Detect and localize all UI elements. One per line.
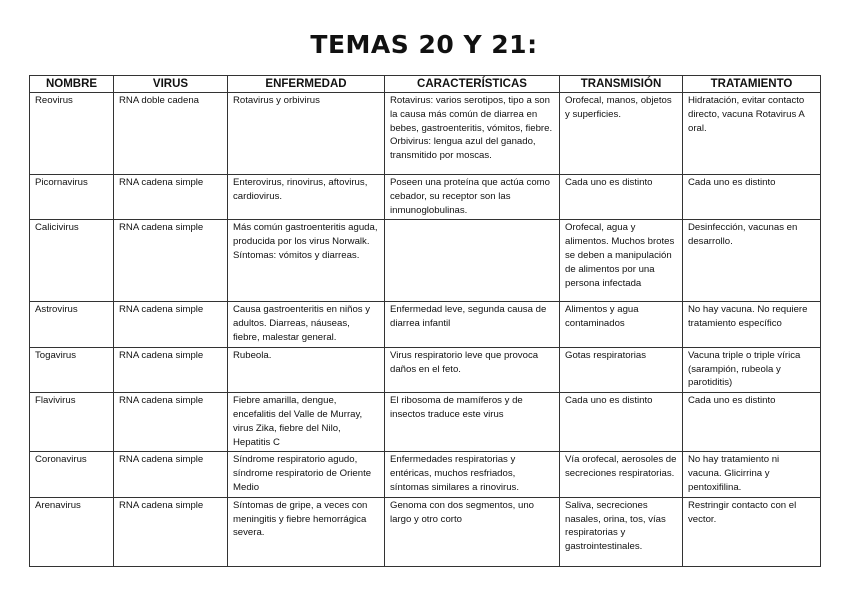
cell-transmision: Gotas respiratorias xyxy=(560,347,683,392)
cell-nombre: Picornavirus xyxy=(30,175,114,220)
cell-tratamiento: Cada uno es distinto xyxy=(683,393,821,452)
cell-tratamiento: No hay tratamiento ni vacuna. Glicirrina y pentoxifilina. xyxy=(683,452,821,497)
cell-nombre: Flavivirus xyxy=(30,393,114,452)
header-virus: VIRUS xyxy=(114,76,228,93)
cell-tratamiento: Hidratación, evitar contacto directo, vacuna Rotavirus A oral. xyxy=(683,93,821,175)
cell-nombre: Arenavirus xyxy=(30,497,114,566)
cell-transmision: Alimentos y agua contaminados xyxy=(560,302,683,347)
cell-caracteristicas: Genoma con dos segmentos, uno largo y otro corto xyxy=(385,497,560,566)
header-transmision: TRANSMISIÓN xyxy=(560,76,683,93)
cell-virus: RNA cadena simple xyxy=(114,497,228,566)
cell-enfermedad: Fiebre amarilla, dengue, encefalitis del Valle de Murray, virus Zika, fiebre del Nilo, Hepatitis C xyxy=(228,393,385,452)
cell-enfermedad: Causa gastroenteritis en niños y adultos. Diarreas, náuseas, fiebre, malestar general. xyxy=(228,302,385,347)
cell-transmision: Cada uno es distinto xyxy=(560,175,683,220)
table-row xyxy=(30,93,821,175)
cell-virus: RNA cadena simple xyxy=(114,220,228,302)
cell-enfermedad: Más común gastroenteritis aguda, producida por los virus Norwalk. Síntomas: vómitos y diarreas. xyxy=(228,220,385,302)
table-row xyxy=(30,497,821,566)
cell-virus: RNA doble cadena xyxy=(114,93,228,175)
cell-caracteristicas: El ribosoma de mamíferos y de insectos traduce este virus xyxy=(385,393,560,452)
header-tratamiento: TRATAMIENTO xyxy=(683,76,821,93)
cell-nombre: Reovirus xyxy=(30,93,114,175)
cell-caracteristicas: Poseen una proteína que actúa como cebador, su receptor son las inmunoglobulinas. xyxy=(385,175,560,220)
cell-virus: RNA cadena simple xyxy=(114,175,228,220)
cell-virus: RNA cadena simple xyxy=(114,347,228,392)
cell-nombre: Calicivirus xyxy=(30,220,114,302)
table-row xyxy=(30,220,821,302)
cell-transmision: Orofecal, manos, objetos y superficies. xyxy=(560,93,683,175)
cell-transmision: Orofecal, agua y alimentos. Muchos brotes se deben a manipulación de alimentos por una persona infectada xyxy=(560,220,683,302)
cell-nombre: Togavirus xyxy=(30,347,114,392)
header-row xyxy=(30,76,821,93)
virus-table xyxy=(29,75,821,567)
table-row xyxy=(30,393,821,452)
cell-caracteristicas xyxy=(385,220,560,302)
cell-enfermedad: Síndrome respiratorio agudo, síndrome respiratorio de Oriente Medio xyxy=(228,452,385,497)
cell-tratamiento: No hay vacuna. No requiere tratamiento específico xyxy=(683,302,821,347)
cell-tratamiento: Cada uno es distinto xyxy=(683,175,821,220)
header-caracteristicas: CARACTERÍSTICAS xyxy=(385,76,560,93)
cell-caracteristicas: Virus respiratorio leve que provoca daños en el feto. xyxy=(385,347,560,392)
cell-caracteristicas: Enfermedades respiratorias y entéricas, muchos resfriados, síntomas similares a rinovirus. xyxy=(385,452,560,497)
table-row xyxy=(30,302,821,347)
cell-transmision: Vía orofecal, aerosoles de secreciones respiratorias. xyxy=(560,452,683,497)
cell-enfermedad: Rubeola. xyxy=(228,347,385,392)
cell-virus: RNA cadena simple xyxy=(114,452,228,497)
table-row xyxy=(30,175,821,220)
cell-virus: RNA cadena simple xyxy=(114,393,228,452)
cell-transmision: Saliva, secreciones nasales, orina, tos, vías respiratorias y gastrointestinales. xyxy=(560,497,683,566)
cell-tratamiento: Vacuna triple o triple vírica (sarampión, rubeola y parotiditis) xyxy=(683,347,821,392)
cell-nombre: Coronavirus xyxy=(30,452,114,497)
cell-enfermedad: Enterovirus, rinovirus, aftovirus, cardiovirus. xyxy=(228,175,385,220)
cell-caracteristicas: Enfermedad leve, segunda causa de diarrea infantil xyxy=(385,302,560,347)
cell-virus: RNA cadena simple xyxy=(114,302,228,347)
cell-tratamiento: Desinfección, vacunas en desarrollo. xyxy=(683,220,821,302)
header-nombre: NOMBRE xyxy=(30,76,114,93)
table-row xyxy=(30,452,821,497)
table-row xyxy=(30,347,821,392)
cell-enfermedad: Rotavirus y orbivirus xyxy=(228,93,385,175)
cell-nombre: Astrovirus xyxy=(30,302,114,347)
cell-tratamiento: Restringir contacto con el vector. xyxy=(683,497,821,566)
cell-enfermedad: Síntomas de gripe, a veces con meningitis y fiebre hemorrágica severa. xyxy=(228,497,385,566)
cell-caracteristicas: Rotavirus: varios serotipos, tipo a son la causa más común de diarrea en bebes, gastroenteritis, vómitos, fiebre. Orbivirus: lengua azul del ganado, transmitido por moscas. xyxy=(385,93,560,175)
cell-transmision: Cada uno es distinto xyxy=(560,393,683,452)
page-title: TEMAS 20 Y 21: xyxy=(310,30,538,59)
header-enfermedad: ENFERMEDAD xyxy=(228,76,385,93)
